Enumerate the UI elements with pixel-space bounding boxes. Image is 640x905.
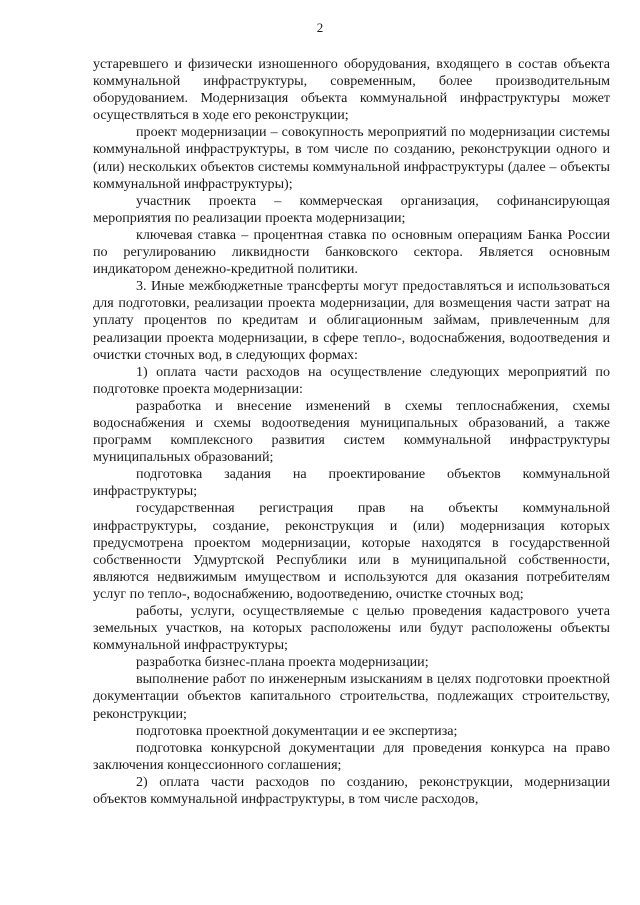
paragraph-subitem-schemes: разработка и внесение изменений в схемы теплоснабжения, схемы водоснабжения и схемы водоотведения муниципальных образований, а также программ комплексного развития систем коммунальной инфраструктуры муниципальных образований; [93, 397, 610, 466]
paragraph-subitem-design-task: подготовка задания на проектирование объектов коммунальной инфраструктуры; [93, 466, 610, 500]
paragraph-subitem-registration: государственная регистрация прав на объекты коммунальной инфраструктуры, создание, реконструкция и (или) модернизация которых предусмотрена проектом модернизации, которые находятся в государственной собственности Удмуртской Республики или в муниципальной собственности, являются недвижимым имуществом и используются для оказания потребителям услуг по тепло-, водоснабжению, водоотведению, очистке сточных вод; [93, 500, 610, 602]
paragraph-subitem-tender-docs: подготовка конкурсной документации для проведения конкурса на право заключения концессионного соглашения; [93, 739, 610, 773]
paragraph-subitem-surveys: выполнение работ по инженерным изысканиям в целях подготовки проектной документации объектов капитального строительства, подлежащих строительству, реконструкции; [93, 671, 610, 722]
paragraph-section-3: 3. Иные межбюджетные трансферты могут предоставляться и использоваться для подготовки, реализации проекта модернизации, для возмещения части затрат на уплату процентов по кредитам и облигационным займам, привлеченным для реализации проекта модернизации, в сфере тепло-, водоснабжения, водоотведения и очистки сточных вод, в следующих формах: [93, 278, 610, 363]
paragraph-subitem-business-plan: разработка бизнес-плана проекта модернизации; [136, 654, 429, 671]
paragraph-definition-modernization-project: проект модернизации – совокупность мероприятий по модернизации системы коммунальной инфраструктуры, в том числе по созданию, реконструкции одного и (или) нескольких объектов системы коммунальной инфраструктуры (далее – объекты коммунальной инфраструктуры); [93, 124, 610, 192]
paragraph-subitem-cadastral: работы, услуги, осуществляемые с целью проведения кадастрового учета земельных участков, на которых расположены или будут расположены объекты коммунальной инфраструктуры; [93, 603, 610, 654]
paragraph-definition-key-rate: ключевая ставка – процентная ставка по основным операциям Банка России по регулированию ликвидности банковского сектора. Является основным индикатором денежно-кредитной политики. [93, 226, 610, 278]
paragraph-continuation: устаревшего и физически изношенного оборудования, входящего в состав объекта коммунальной инфраструктуры, современным, более производительным оборудованием. Модернизация объекта коммунальной инфраструктуры может осуществляться в ходе его реконструкции; [93, 56, 610, 124]
paragraph-subitem-project-docs: подготовка проектной документации и ее экспертиза; [136, 722, 458, 739]
paragraph-definition-project-participant: участник проекта – коммерческая организация, софинансирующая мероприятия по реализации проекта модернизации; [93, 192, 610, 226]
paragraph-item-2: 2) оплата части расходов по созданию, реконструкции, модернизации объектов коммунальной инфраструктуры, в том числе расходов, [93, 773, 610, 808]
document-body [93, 56, 610, 808]
paragraph-item-1: 1) оплата части расходов на осуществление следующих мероприятий по подготовке проекта модернизации: [93, 363, 610, 397]
page-number: 2 [316, 20, 324, 35]
